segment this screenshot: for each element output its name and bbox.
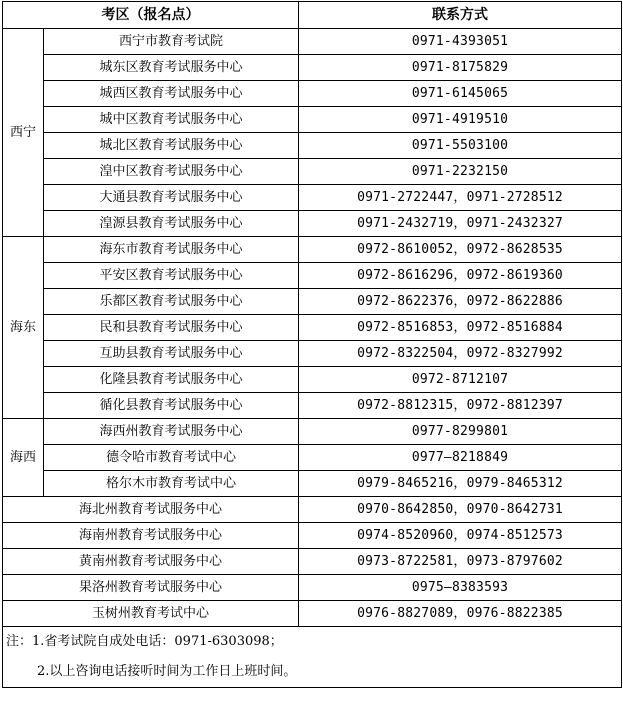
phone-cell: 0971-2232150 [299,159,622,185]
table-row [3,185,622,211]
table-row [3,497,622,523]
phone-cell: 0972-8622376，0972-8622886 [299,289,622,315]
table-row [3,549,622,575]
region-cell: 海西 [3,419,44,497]
center-name-cell: 城中区教育考试服务中心 [44,107,299,133]
center-name-cell: 德令哈市教育考试中心 [44,445,299,471]
center-name-cell: 城北区教育考试服务中心 [44,133,299,159]
phone-cell: 0971-2432719，0971-2432327 [299,211,622,237]
center-name-cell: 海南州教育考试服务中心 [3,523,299,549]
table-row [3,159,622,185]
table-row [3,601,622,627]
table-row [3,237,622,263]
table-row [3,471,622,497]
table-row [3,107,622,133]
phone-cell: 0975—8383593 [299,575,622,601]
center-name-cell: 化隆县教育考试服务中心 [44,367,299,393]
note-line: 注：1.省考试院自成处电话：0971-6303098； [6,634,283,649]
region-column-header: 考区（报名点） [3,2,299,29]
notes-row [3,627,622,688]
phone-cell: 0979-8465216，0979-8465312 [299,471,622,497]
table-row [3,419,622,445]
note-line: 2.以上咨询电话接听时间为工作日上班时间。 [37,664,297,679]
center-name-cell: 乐都区教育考试服务中心 [44,289,299,315]
center-name-cell: 西宁市教育考试院 [44,29,299,55]
contact-table [2,1,622,688]
phone-cell: 0971-8175829 [299,55,622,81]
center-name-cell: 大通县教育考试服务中心 [44,185,299,211]
center-name-cell: 海北州教育考试服务中心 [3,497,299,523]
table-row [3,367,622,393]
phone-cell: 0972-8616296，0972-8619360 [299,263,622,289]
phone-cell: 0977-8299801 [299,419,622,445]
table-row [3,81,622,107]
phone-cell: 0971-5503100 [299,133,622,159]
table-row [3,263,622,289]
table-row [3,289,622,315]
contact-column-header: 联系方式 [299,2,622,29]
center-name-cell: 民和县教育考试服务中心 [44,315,299,341]
phone-cell: 0971-6145065 [299,81,622,107]
phone-cell: 0974-8520960，0974-8512573 [299,523,622,549]
center-name-cell: 湟中区教育考试服务中心 [44,159,299,185]
center-name-cell: 循化县教育考试服务中心 [44,393,299,419]
center-name-cell: 黄南州教育考试服务中心 [3,549,299,575]
table-row [3,315,622,341]
region-cell: 海东 [3,237,44,419]
center-name-cell: 互助县教育考试服务中心 [44,341,299,367]
center-name-cell: 玉树州教育考试中心 [3,601,299,627]
center-name-cell: 湟源县教育考试服务中心 [44,211,299,237]
phone-cell: 0970-8642850，0970-8642731 [299,497,622,523]
center-name-cell: 格尔木市教育考试中心 [44,471,299,497]
center-name-cell: 海东市教育考试服务中心 [44,237,299,263]
phone-cell: 0972-8712107 [299,367,622,393]
center-name-cell: 果洛州教育考试服务中心 [3,575,299,601]
phone-cell: 0977—8218849 [299,445,622,471]
table-row [3,133,622,159]
phone-cell: 0973-8722581，0973-8797602 [299,549,622,575]
region-cell: 西宁 [3,29,44,237]
phone-cell: 0976-8827089，0976-8822385 [299,601,622,627]
center-name-cell: 城西区教育考试服务中心 [44,81,299,107]
center-name-cell: 海西州教育考试服务中心 [44,419,299,445]
table-row [3,523,622,549]
table-row [3,575,622,601]
table-row [3,341,622,367]
center-name-cell: 城东区教育考试服务中心 [44,55,299,81]
phone-cell: 0972-8516853，0972-8516884 [299,315,622,341]
phone-cell: 0972-8322504，0972-8327992 [299,341,622,367]
table-row [3,55,622,81]
phone-cell: 0972-8610052，0972-8628535 [299,237,622,263]
phone-cell: 0971-2722447，0971-2728512 [299,185,622,211]
table-row [3,445,622,471]
header-row [3,2,622,29]
phone-cell: 0972-8812315，0972-8812397 [299,393,622,419]
table-row [3,393,622,419]
table-row [3,211,622,237]
notes-cell [3,627,622,688]
phone-cell: 0971-4919510 [299,107,622,133]
table-row [3,29,622,55]
center-name-cell: 平安区教育考试服务中心 [44,263,299,289]
phone-cell: 0971-4393051 [299,29,622,55]
